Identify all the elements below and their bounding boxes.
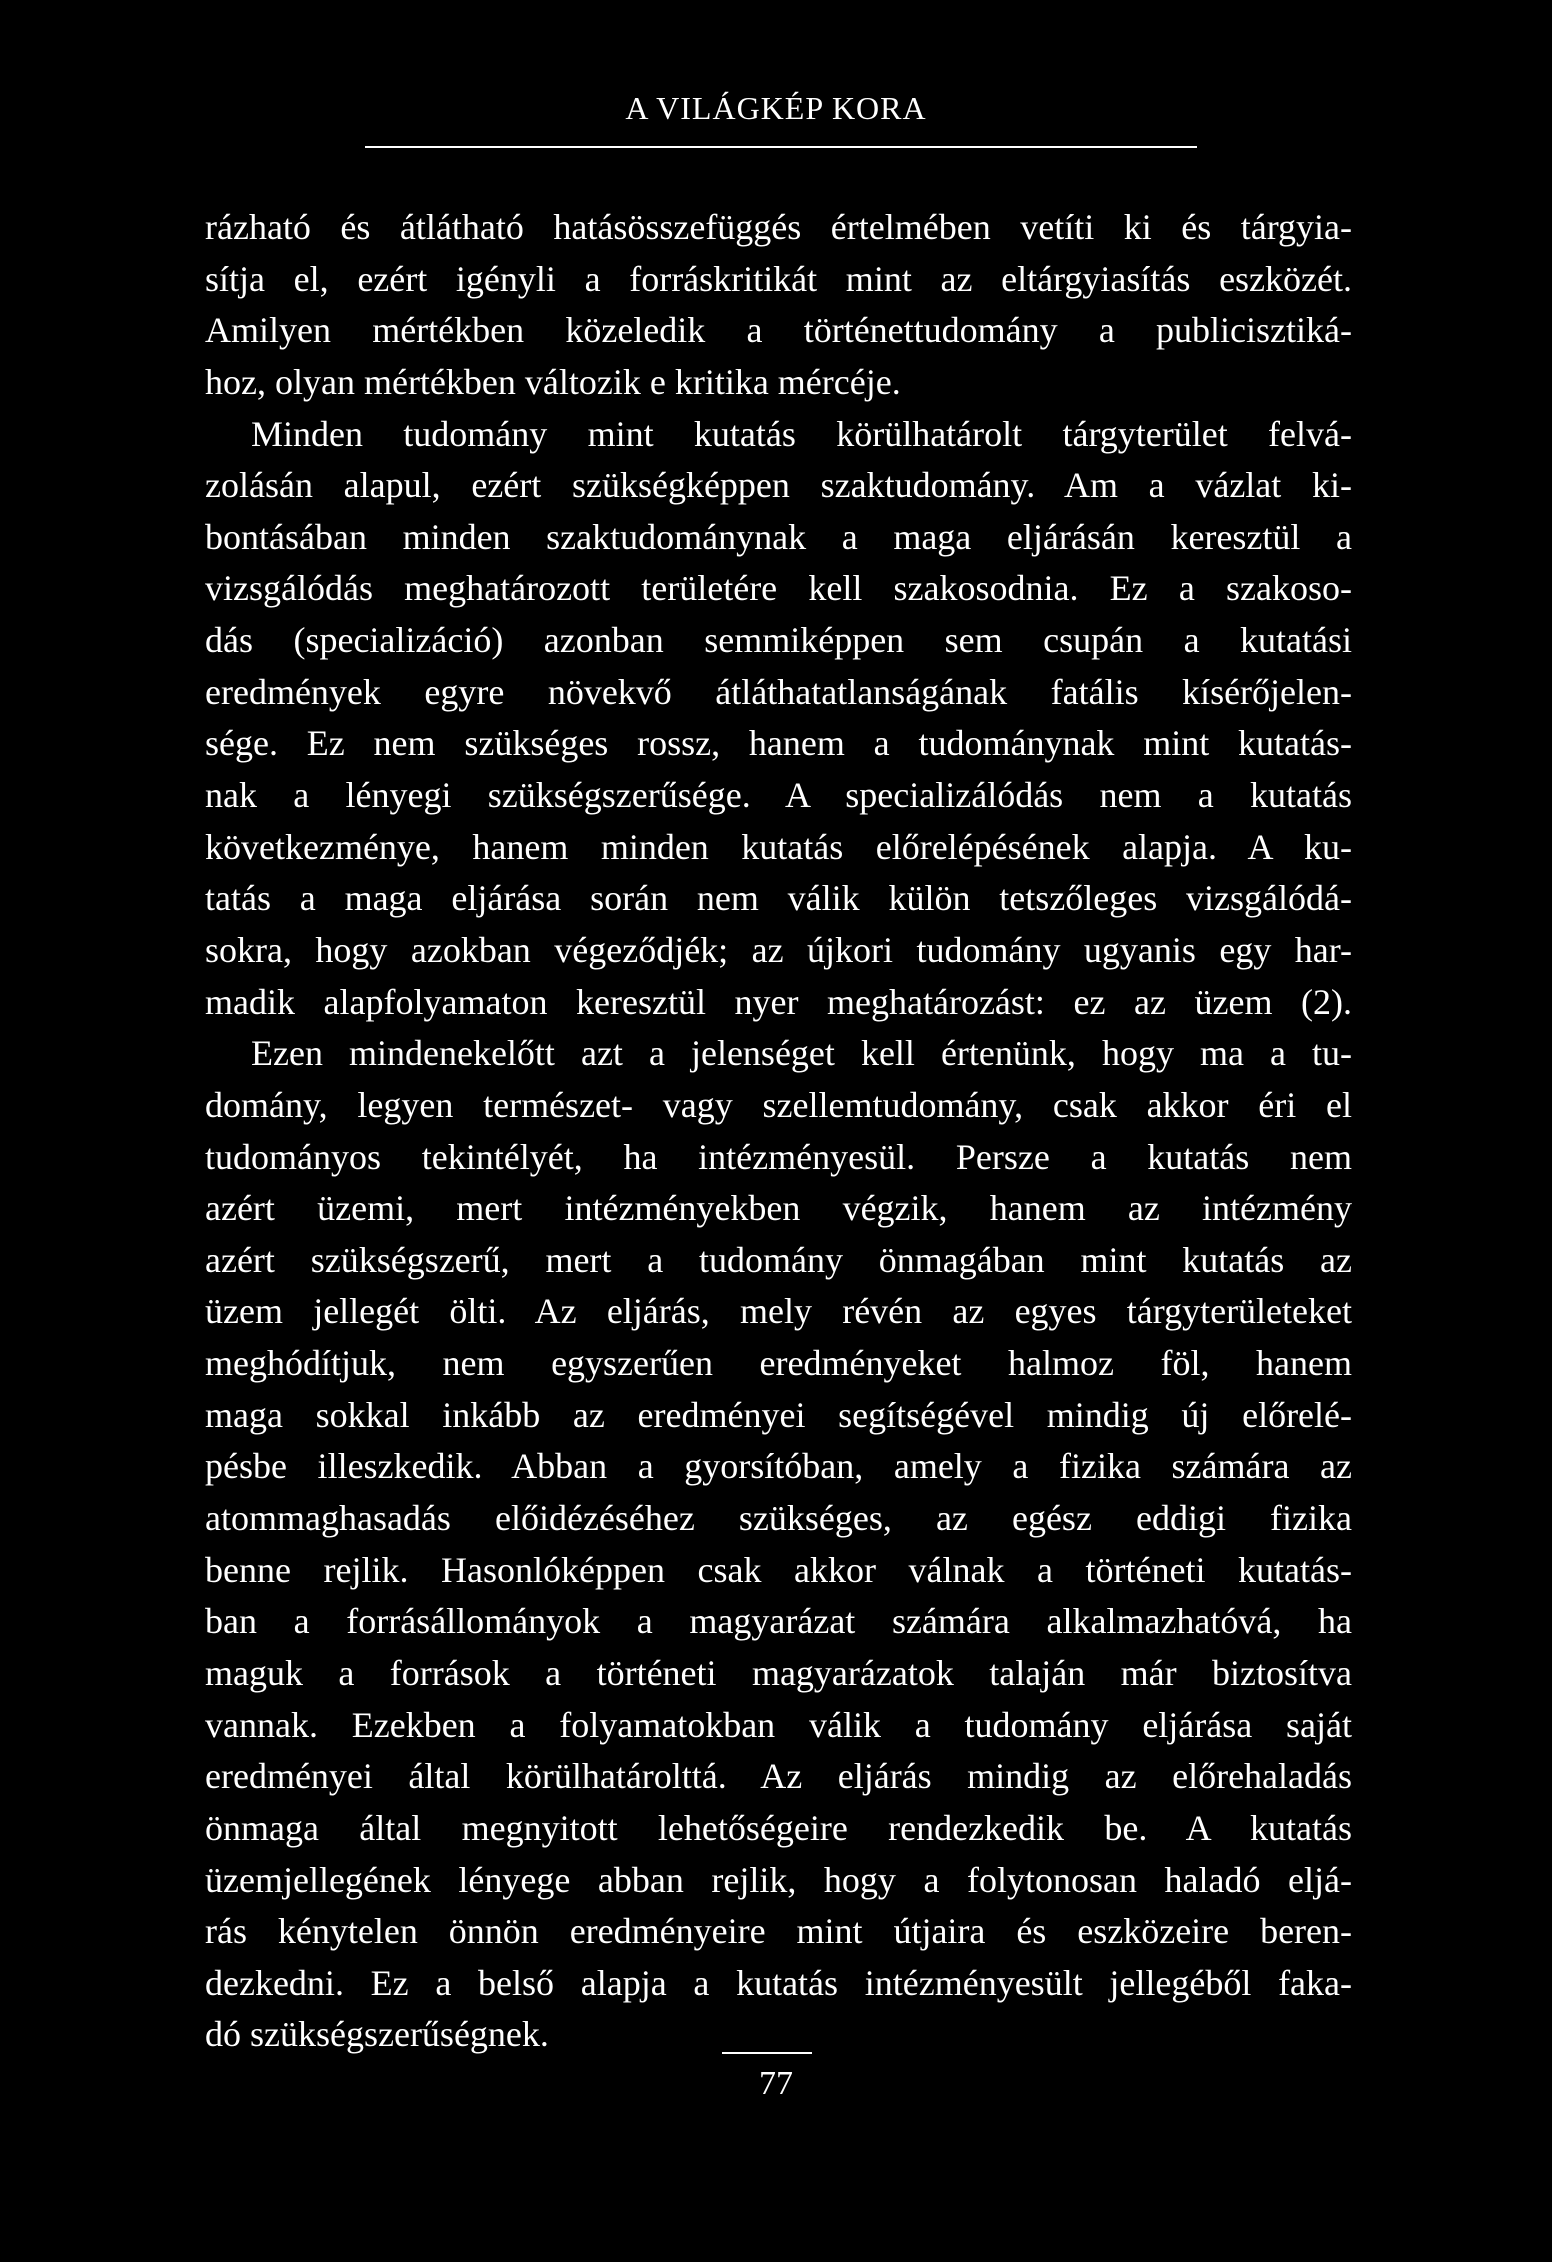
header-rule: [365, 146, 1197, 148]
page-number: 77: [759, 2065, 793, 2102]
text-line: azért üzemi, mert intézményekben végzik, hanem az intézmény: [205, 1188, 1352, 1229]
text-line: maguk a források a történeti magyarázatok talaján már biztosítva: [205, 1652, 1352, 1693]
footer-rule: [722, 2052, 812, 2054]
text-line: meghódítjuk, nem egyszerűen eredményeket halmoz föl, hanem: [205, 1343, 1352, 1384]
text-line: bontásában minden szaktudománynak a maga eljárásán keresztül a: [205, 516, 1352, 557]
text-line: önmaga által megnyitott lehetőségeire rendezkedik be. A kutatás: [205, 1807, 1352, 1848]
text-line: tatás a maga eljárása során nem válik külön tetszőleges vizsgálódá-: [205, 878, 1352, 919]
text-line: rás kénytelen önnön eredményeire mint útjaira és eszközeire beren-: [205, 1911, 1352, 1952]
text-line: eredmények egyre növekvő átláthatatlanságának fatális kísérőjelen-: [205, 671, 1352, 712]
text-line: üzem jellegét ölti. Az eljárás, mely révén az egyes tárgyterületeket: [205, 1291, 1352, 1332]
text-line: zolásán alapul, ezért szükségképpen szaktudomány. Am a vázlat ki-: [205, 465, 1352, 506]
text-line: dó szükségszerűségnek.: [205, 2014, 549, 2055]
text-line: nak a lényegi szükségszerűsége. A specializálódás nem a kutatás: [205, 775, 1352, 816]
text-line: benne rejlik. Hasonlóképpen csak akkor válnak a történeti kutatás-: [205, 1549, 1352, 1590]
text-line: atommaghasadás előidézéséhez szükséges, az egész eddigi fizika: [205, 1498, 1352, 1539]
text-line: üzemjellegének lényege abban rejlik, hogy a folytonosan haladó eljá-: [205, 1859, 1352, 1900]
text-line: pésbe illeszkedik. Abban a gyorsítóban, amely a fizika számára az: [205, 1446, 1352, 1487]
text-line: maga sokkal inkább az eredményei segítségével mindig új előrelé-: [205, 1394, 1352, 1435]
text-line: rázható és átlátható hatásösszefüggés értelmében vetíti ki és tárgyia-: [205, 207, 1352, 247]
text-line: tudományos tekintélyét, ha intézményesül. Persze a kutatás nem: [205, 1136, 1352, 1177]
text-line: hoz, olyan mértékben változik e kritika mércéje.: [205, 361, 901, 402]
text-line: Amilyen mértékben közeledik a történettudomány a publicisztiká-: [205, 310, 1352, 351]
text-line: dás (specializáció) azonban semmiképpen sem csupán a kutatási: [205, 620, 1352, 661]
text-line: domány, legyen természet- vagy szellemtudomány, csak akkor éri el: [205, 1084, 1352, 1125]
body-text: [205, 202, 1352, 2061]
text-line: Minden tudomány mint kutatás körülhatárolt tárgyterület felvá-: [251, 413, 1352, 454]
text-line: Ezen mindenekelőtt azt a jelenséget kell értenünk, hogy ma a tu-: [251, 1033, 1352, 1074]
text-line: sítja el, ezért igényli a forráskritikát mint az eltárgyiasítás eszközét.: [205, 258, 1352, 299]
text-line: vannak. Ezekben a folyamatokban válik a tudomány eljárása saját: [205, 1704, 1352, 1745]
text-line: vizsgálódás meghatározott területére kell szakosodnia. Ez a szakoso-: [205, 568, 1352, 609]
text-line: dezkedni. Ez a belső alapja a kutatás intézményesült jellegéből faka-: [205, 1962, 1352, 2003]
text-line: madik alapfolyamaton keresztül nyer meghatározást: ez az üzem (2).: [205, 981, 1352, 1022]
text-line: eredményei által körülhatárolttá. Az eljárás mindig az előrehaladás: [205, 1756, 1352, 1797]
text-line: azért szükségszerű, mert a tudomány önmagában mint kutatás az: [205, 1239, 1352, 1280]
running-title: A VILÁGKÉP KORA: [625, 90, 927, 126]
text-line: sége. Ez nem szükséges rossz, hanem a tudománynak mint kutatás-: [205, 723, 1352, 764]
text-line: ban a forrásállományok a magyarázat számára alkalmazhatóvá, ha: [205, 1601, 1352, 1642]
text-line: következménye, hanem minden kutatás előrelépésének alapja. A ku-: [205, 826, 1352, 867]
text-line: sokra, hogy azokban végeződjék; az újkori tudomány ugyanis egy har-: [205, 929, 1352, 970]
